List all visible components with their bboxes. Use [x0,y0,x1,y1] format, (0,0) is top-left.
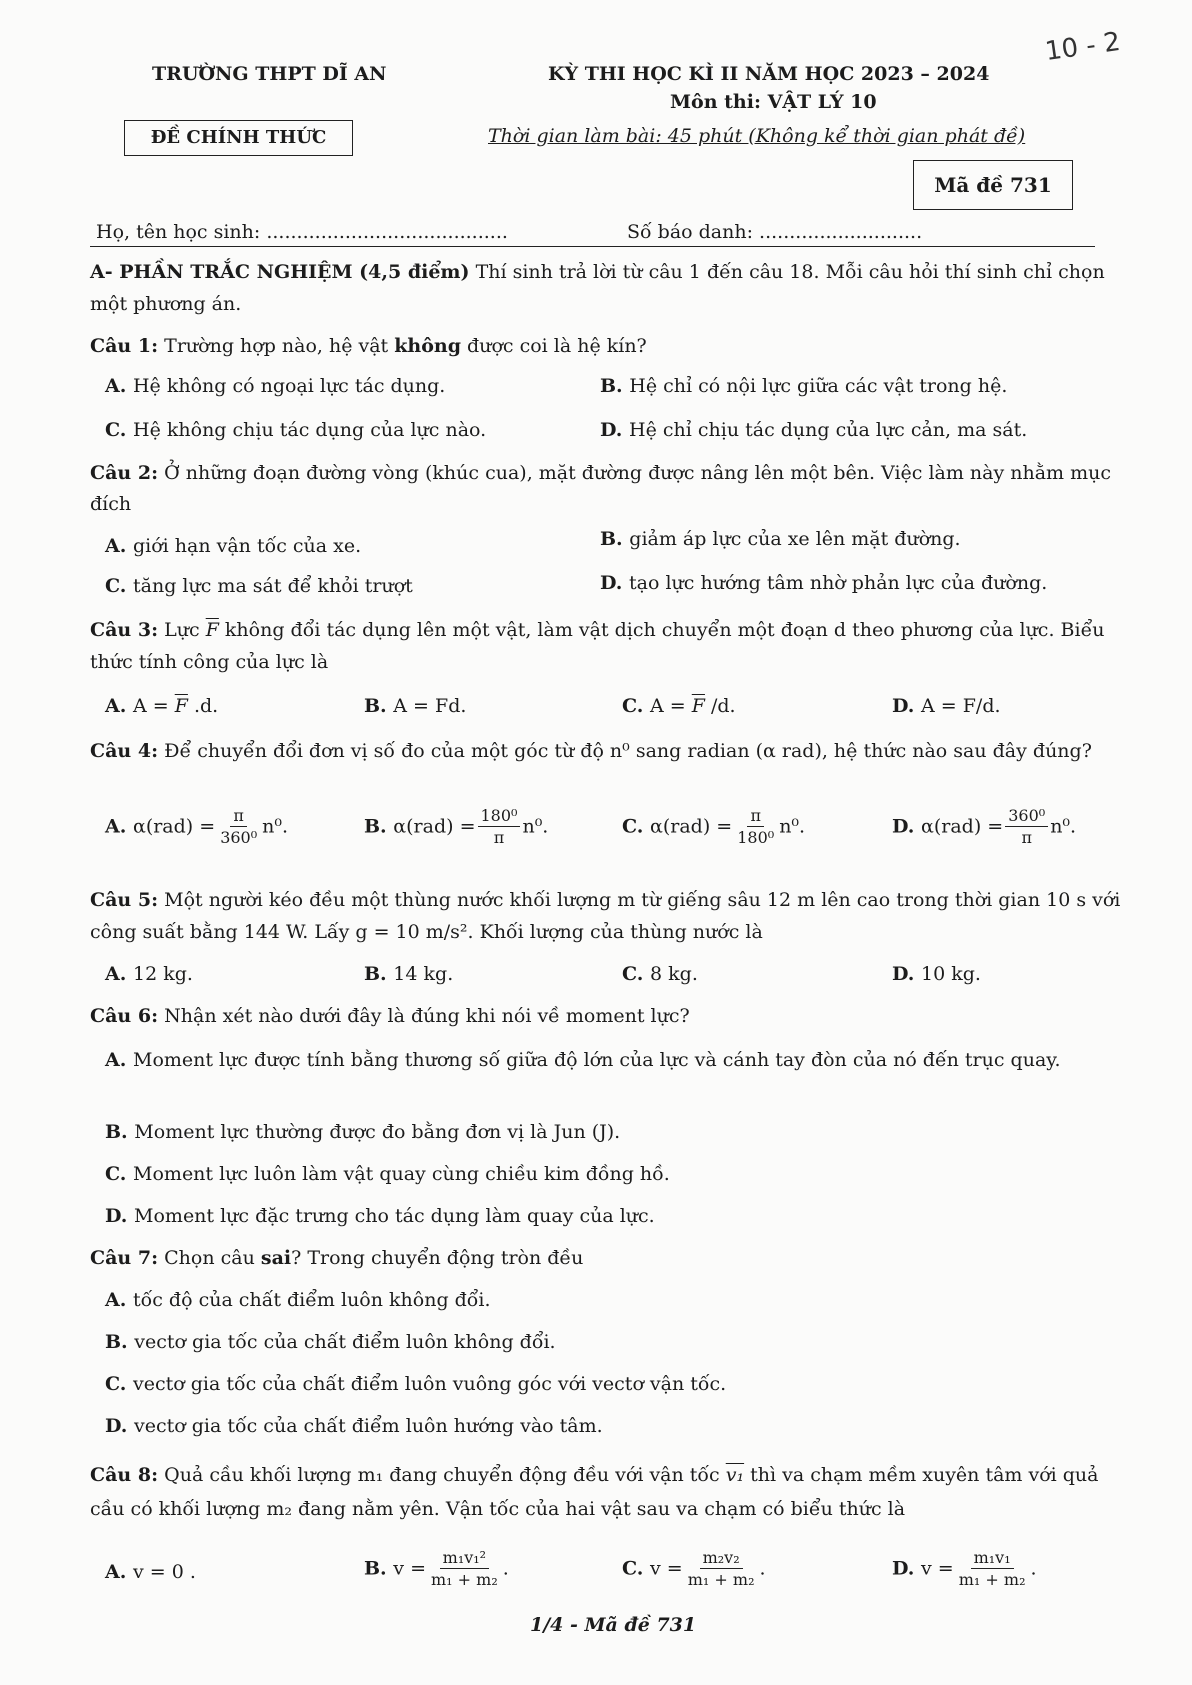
q8-option-c[interactable]: C. v = $\frac{\text{m₂v₂}}{\text{m₁ + m₂}}$ . [622,1548,766,1589]
question-4-label: Câu 4: [90,740,159,762]
q4-option-d-tail: n⁰. [1050,815,1077,838]
q4-option-c-num: π [747,806,764,827]
question-7-label: Câu 7: [90,1247,159,1269]
q2-option-b-text: giảm áp lực của xe lên mặt đường. [629,528,961,550]
q5-option-d-text: 10 kg. [921,963,981,985]
q5-option-a[interactable]: A. 12 kg. [105,963,193,985]
q6-option-a[interactable]: A. Moment lực được tính bằng thương số giữa độ lớn của lực và cánh tay đòn của nó đến trục quay. [105,1049,1061,1071]
school-name [152,62,386,86]
q7-option-c[interactable]: C. vectơ gia tốc của chất điểm luôn vuông góc với vectơ vận tốc. [105,1373,727,1395]
q1-option-a-text: Hệ không có ngoại lực tác dụng. [132,375,446,397]
q7-option-b[interactable]: B. vectơ gia tốc của chất điểm luôn không đổi. [105,1331,556,1353]
q8-option-b-tail: . [502,1557,509,1580]
q4-option-d-lhs: α(rad) = [921,815,1004,838]
q3-option-d[interactable]: D. A = F/d. [892,695,1001,717]
q8-option-d-fraction [956,1548,1029,1591]
q4-option-b-fraction [478,806,521,849]
q4-option-c-tail: n⁰. [779,815,806,838]
question-4 [90,734,1125,768]
q8-option-d-tail: . [1030,1557,1037,1580]
q8-option-b-den: m₁ + m₂ [431,1570,498,1589]
q6-option-d-text: Moment lực đặc trưng cho tác dụng làm quay của lực. [134,1205,655,1227]
header-divider [90,246,1095,247]
q3-option-a-vec: $\overline{F}$ [174,695,188,717]
q5-option-b[interactable]: B. 14 kg. [364,963,454,985]
q8-option-c-den: m₁ + m₂ [687,1570,755,1589]
exam-title: KỲ THI HỌC KÌ II NĂM HỌC 2023 – 2024 [548,63,990,85]
q6-option-c[interactable]: C. Moment lực luôn làm vật quay cùng chiều kim đồng hồ. [105,1163,670,1185]
q2-option-b[interactable]: B. giảm áp lực của xe lên mặt đường. [600,528,961,550]
q8-option-a[interactable]: A. v = 0 . [105,1561,196,1583]
question-7-text-b: ? Trong chuyển động tròn đều [291,1247,584,1269]
q1-option-d-text: Hệ chỉ chịu tác dụng của lực cản, ma sát. [629,419,1028,441]
q4-option-c-lhs: α(rad) = [650,815,733,838]
q4-option-a-den: 360⁰ [220,828,258,847]
question-7 [90,1246,583,1270]
student-name-field[interactable]: Họ, tên học sinh: ........................................ [96,221,508,243]
q1-option-b-text: Hệ chỉ có nội lực giữa các vật trong hệ. [629,375,1008,397]
q8-option-d-num: m₁v₁ [971,1548,1014,1569]
question-2-label: Câu 2: [90,462,159,484]
q4-option-a-lhs: α(rad) = [132,815,216,838]
section-a-title: A- PHẦN TRẮC NGHIỆM (4,5 điểm) [90,261,470,283]
q7-option-a-text: tốc độ của chất điểm luôn không đổi. [132,1289,491,1311]
q6-option-a-text: Moment lực được tính bằng thương số giữa độ lớn của lực và cánh tay đòn của nó đến trục quay. [132,1049,1061,1071]
force-vector: $\overline{F}$ [205,619,219,641]
question-8-label: Câu 8: [90,1464,159,1486]
question-2 [90,458,1125,520]
exam-code: Mã đề 731 [934,173,1052,197]
question-1-text-b: được coi là hệ kín? [461,335,647,357]
q3-option-b-text: A = Fd. [393,695,467,717]
section-a-heading [90,256,1125,320]
page-footer: 1/4 - Mã đề 731 [530,1614,697,1636]
q3-option-c-vec: $\overline{F}$ [691,695,705,717]
q8-option-d[interactable]: D. v = $\frac{\text{m₁v₁}}{\text{m₁ + m₂}}$ . [892,1548,1037,1589]
question-4-text: Để chuyển đổi đơn vị số đo của một góc từ độ n⁰ sang radian (α rad), hệ thức nào sau đây đúng? [158,740,1092,762]
q5-option-b-text: 14 kg. [393,963,454,985]
question-5-text: Một người kéo đều một thùng nước khối lượng m từ giếng sâu 12 m lên cao trong thời gian 10 s với công suất bằng 144 W. Lấy g = 10 m/s². Khối lượng của thùng nước là [90,889,1121,943]
q1-option-c[interactable]: C. Hệ không chịu tác dụng của lực nào. [105,419,487,441]
q7-option-a[interactable]: A. tốc độ của chất điểm luôn không đổi. [105,1289,491,1311]
q4-option-b-num: 180⁰ [478,806,521,827]
question-8-text-b: thì va chạm mềm xuyên tâm với quả cầu có khối lượng m₂ đang nằm yên. Vận tốc của hai vật sau va chạm có biểu thức là [90,1464,1099,1520]
question-2-text: Ở những đoạn đường vòng (khúc cua), mặt đường được nâng lên một bên. Việc làm này nhằm mục đích [90,462,1111,515]
official-label [124,120,353,156]
q7-option-c-text: vectơ gia tốc của chất điểm luôn vuông góc với vectơ vận tốc. [133,1373,727,1395]
exam-code-box [913,160,1073,210]
q4-option-b[interactable]: B. α(rad) = $\frac{\text{180⁰}}{\pi}$ n⁰. [364,806,549,847]
question-5 [90,884,1125,948]
q8-option-a-text: v = 0 . [132,1561,196,1583]
q4-option-c-fraction [734,806,777,849]
q8-option-b[interactable]: B. v = $\frac{\text{m₁v₁²}}{\text{m₁ + m₂}}$ . [364,1548,509,1589]
time-note: Thời gian làm bài: 45 phút (Không kể thời gian phát đề) [488,125,1026,147]
q6-option-d[interactable]: D. Moment lực đặc trưng cho tác dụng làm quay của lực. [105,1205,655,1227]
q8-option-c-num: m₂v₂ [700,1548,743,1569]
q4-option-b-tail: n⁰. [522,815,549,838]
q1-option-d[interactable]: D. Hệ chỉ chịu tác dụng của lực cản, ma sát. [600,419,1028,441]
section-a-instruction: Thí sinh trả lời từ câu 1 đến câu 18. Mỗi câu hỏi thí sinh chỉ chọn một phương án. [90,261,1105,315]
question-1-text-bold: không [394,335,462,357]
q5-option-c[interactable]: C. 8 kg. [622,963,698,985]
question-8 [90,1458,1125,1526]
q7-option-d[interactable]: D. vectơ gia tốc của chất điểm luôn hướng vào tâm. [105,1415,603,1437]
q3-option-c-pre: A = [650,695,692,717]
q3-option-a-post: .d. [187,695,219,717]
q4-option-d-num: 360⁰ [1005,806,1048,827]
q1-option-c-text: Hệ không chịu tác dụng của lực nào. [133,419,487,441]
q3-option-a[interactable]: A. $A = \overline{F}$ .d. [105,695,219,717]
q3-option-c-post: /d. [704,695,736,717]
q6-option-b[interactable]: B. Moment lực thường được đo bằng đơn vị là Jun (J). [105,1121,621,1143]
corner-mark: 10 - 2 [1043,26,1123,68]
official-label-text: ĐỀ CHÍNH THỨC [150,127,327,148]
question-6-text: Nhận xét nào dưới đây là đúng khi nói về moment lực? [158,1005,690,1027]
q4-option-a-num: π [230,806,247,827]
q2-option-d[interactable]: D. tạo lực hướng tâm nhờ phản lực của đường. [600,572,1048,594]
question-7-text-bold: sai [260,1247,292,1269]
q8-option-c-tail: . [759,1557,766,1580]
question-6 [90,1004,690,1028]
q8-option-d-lhs: v = [921,1557,954,1580]
school-name-text: TRƯỜNG THPT DĨ AN [152,63,387,85]
question-8-text-a: Quả cầu khối lượng m₁ đang chuyển động đều với vận tốc [158,1464,726,1486]
q2-option-d-text: tạo lực hướng tâm nhờ phản lực của đường. [629,572,1048,594]
q8-option-b-num: m₁v₁² [440,1548,489,1569]
velocity-vector: v₁ [725,1464,745,1486]
q8-option-c-fraction [685,1548,758,1591]
q4-option-a[interactable]: A. α(rad) = $\frac{\pi}{\text{360⁰}}$ n⁰. [105,806,289,847]
question-5-label: Câu 5: [90,889,159,911]
q4-option-c-den: 180⁰ [737,828,775,847]
q4-option-a-fraction [217,806,260,849]
q4-option-d[interactable]: D. α(rad) = $\frac{\text{360⁰}}{\pi}$ n⁰. [892,806,1077,847]
q3-option-b[interactable]: B. A = Fd. [364,695,467,717]
question-1-text-a: Trường hợp nào, hệ vật [158,335,395,357]
q8-option-c-lhs: v = [650,1557,683,1580]
question-7-text-a: Chọn câu [158,1247,261,1269]
q4-option-d-den: π [1021,828,1032,847]
question-3-label: Câu 3: [90,619,159,641]
q3-option-d-text: A = F/d. [921,695,1001,717]
q6-option-b-text: Moment lực thường được đo bằng đơn vị là Jun (J). [134,1121,621,1143]
q4-option-d-fraction [1005,806,1048,849]
question-6-label: Câu 6: [90,1005,159,1027]
q4-option-c[interactable]: C. α(rad) = $\frac{\pi}{\text{180⁰}}$ n⁰. [622,806,806,847]
q2-option-c-text: tăng lực ma sát để khỏi trượt [133,575,413,597]
q5-option-c-text: 8 kg. [650,963,698,985]
question-3-text-a: Lực [158,619,206,641]
q2-option-a[interactable]: A. giới hạn vận tốc của xe. [105,535,362,557]
q2-option-a-text: giới hạn vận tốc của xe. [132,535,362,557]
q7-option-d-text: vectơ gia tốc của chất điểm luôn hướng vào tâm. [134,1415,603,1437]
q5-option-a-text: 12 kg. [132,963,193,985]
q8-option-d-den: m₁ + m₂ [958,1570,1026,1589]
q3-option-c[interactable]: C. $A = \overline{F}$ /d. [622,695,736,717]
q3-option-a-pre: A = [132,695,175,717]
q2-option-c[interactable]: C. tăng lực ma sát để khỏi trượt [105,575,413,597]
question-3 [90,614,1125,678]
q4-option-a-tail: n⁰. [262,815,289,838]
q1-option-a[interactable]: A. Hệ không có ngoại lực tác dụng. [105,375,446,397]
question-3-text-b: không đổi tác dụng lên một vật, làm vật dịch chuyển một đoạn d theo phương của lực. Biểu thức tính công của lực là [90,619,1105,673]
question-1-label: Câu 1: [90,335,159,357]
candidate-number-field[interactable]: Số báo danh: ........................... [627,221,923,243]
q8-option-b-fraction [428,1548,501,1591]
q5-option-d[interactable]: D. 10 kg. [892,963,981,985]
q4-option-b-lhs: α(rad) = [393,815,476,838]
q1-option-b[interactable]: B. Hệ chỉ có nội lực giữa các vật trong hệ. [600,375,1008,397]
q4-option-b-den: π [493,828,505,847]
subject: Môn thi: VẬT LÝ 10 [670,91,877,113]
q7-option-b-text: vectơ gia tốc của chất điểm luôn không đổi. [134,1331,556,1353]
q8-option-b-lhs: v = [393,1557,426,1580]
question-1 [90,334,647,358]
q6-option-c-text: Moment lực luôn làm vật quay cùng chiều kim đồng hồ. [133,1163,670,1185]
